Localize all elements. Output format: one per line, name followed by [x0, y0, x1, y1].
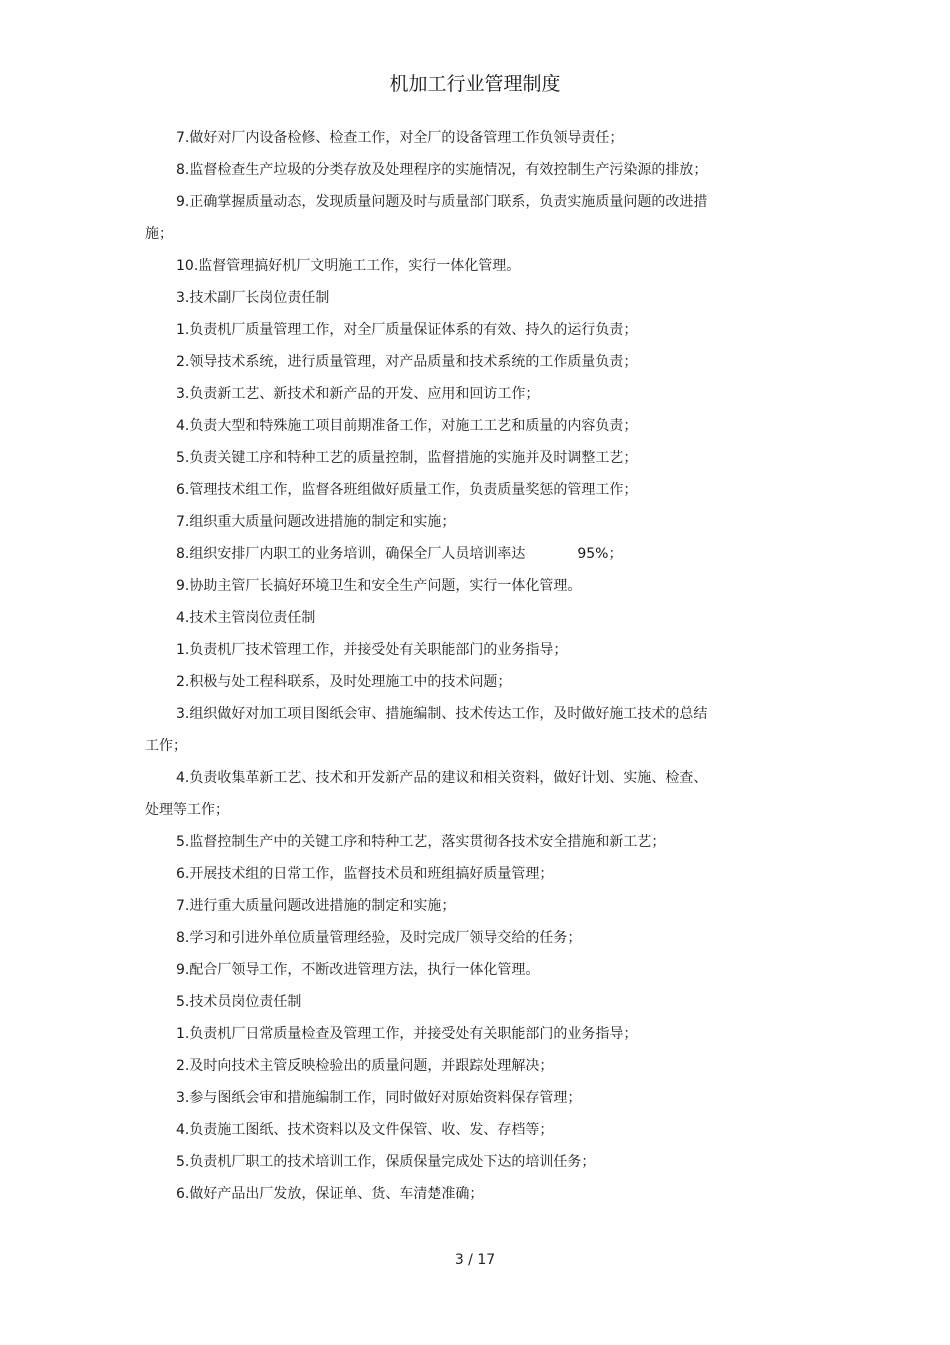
paragraph-line: 3.负责新工艺、新技术和新产品的开发、应用和回访工作；	[176, 386, 540, 402]
paragraph-line: 1.负责机厂质量管理工作，对全厂质量保证体系的有效、持久的运行负责；	[176, 322, 638, 338]
paragraph-line: 1.负责机厂日常质量检查及管理工作，并接受处有关职能部门的业务指导；	[176, 1026, 638, 1042]
paragraph-line-continuation: 施；	[145, 226, 173, 242]
paragraph-line: 9.协助主管厂长搞好环境卫生和安全生产问题，实行一体化管理。	[176, 578, 582, 594]
paragraph-line-continuation: 处理等工作；	[145, 802, 229, 818]
training-text: 8.组织安排厂内职工的业务培训，确保全厂人员培训率达	[176, 546, 526, 562]
document-title: 机加工行业管理制度	[389, 73, 561, 95]
paragraph-line: 3.参与图纸会审和措施编制工作，同时做好对原始资料保存管理；	[176, 1090, 582, 1106]
paragraph-line: 7.进行重大质量问题改进措施的制定和实施；	[176, 898, 456, 914]
page-number: 3 / 17	[454, 1252, 496, 1268]
paragraph-line-training	[145, 538, 745, 570]
paragraph-line: 10.监督管理搞好机厂文明施工工作，实行一体化管理。	[176, 258, 521, 274]
section-heading: 3.技术副厂长岗位责任制	[176, 290, 330, 306]
section-heading: 5.技术员岗位责任制	[176, 994, 302, 1010]
paragraph-line: 8.监督检查生产垃圾的分类存放及处理程序的实施情况，有效控制生产污染源的排放；	[176, 162, 708, 178]
document-body	[145, 122, 745, 1210]
paragraph-line: 8.学习和引进外单位质量管理经验，及时完成厂领导交给的任务；	[176, 930, 582, 946]
paragraph-line: 5.负责机厂职工的技术培训工作，保质保量完成处下达的培训任务；	[176, 1154, 596, 1170]
paragraph-line: 7.做好对厂内设备检修、检查工作，对全厂的设备管理工作负领导责任；	[176, 130, 624, 146]
paragraph-line: 1.负责机厂技术管理工作，并接受处有关职能部门的业务指导；	[176, 642, 568, 658]
paragraph-line: 2.及时向技术主管反映检验出的质量问题，并跟踪处理解决；	[176, 1058, 554, 1074]
paragraph-line: 6.做好产品出厂发放，保证单、货、车清楚准确；	[176, 1186, 484, 1202]
paragraph-line: 6.管理技术组工作，监督各班组做好质量工作，负责质量奖惩的管理工作；	[176, 482, 638, 498]
paragraph-line: 5.监督控制生产中的关键工序和特种工艺，落实贯彻各技术安全措施和新工艺；	[176, 834, 666, 850]
paragraph-line: 4.负责收集革新工艺、技术和开发新产品的建议和相关资料，做好计划、实施、检查、	[176, 770, 708, 786]
paragraph-line: 4.负责大型和特殊施工项目前期准备工作，对施工工艺和质量的内容负责；	[176, 418, 638, 434]
paragraph-line: 5.负责关键工序和特种工艺的质量控制，监督措施的实施并及时调整工艺；	[176, 450, 638, 466]
paragraph-line: 2.领导技术系统，进行质量管理，对产品质量和技术系统的工作质量负责；	[176, 354, 638, 370]
paragraph-line-continuation: 工作；	[145, 738, 187, 754]
paragraph-line: 3.组织做好对加工项目图纸会审、措施编制、技术传达工作，及时做好施工技术的总结	[176, 706, 708, 722]
paragraph-line: 2.积极与处工程科联系，及时处理施工中的技术问题；	[176, 674, 512, 690]
training-rate: 95%；	[577, 546, 623, 562]
paragraph-line: 4.负责施工图纸、技术资料以及文件保管、收、发、存档等；	[176, 1122, 554, 1138]
paragraph-line: 6.开展技术组的日常工作，监督技术员和班组搞好质量管理；	[176, 866, 554, 882]
paragraph-line: 7.组织重大质量问题改进措施的制定和实施；	[176, 514, 456, 530]
section-heading: 4.技术主管岗位责任制	[176, 610, 316, 626]
paragraph-line: 9.配合厂领导工作，不断改进管理方法，执行一体化管理。	[176, 962, 540, 978]
paragraph-line: 9.正确掌握质量动态，发现质量问题及时与质量部门联系，负责实施质量问题的改进措	[176, 194, 708, 210]
